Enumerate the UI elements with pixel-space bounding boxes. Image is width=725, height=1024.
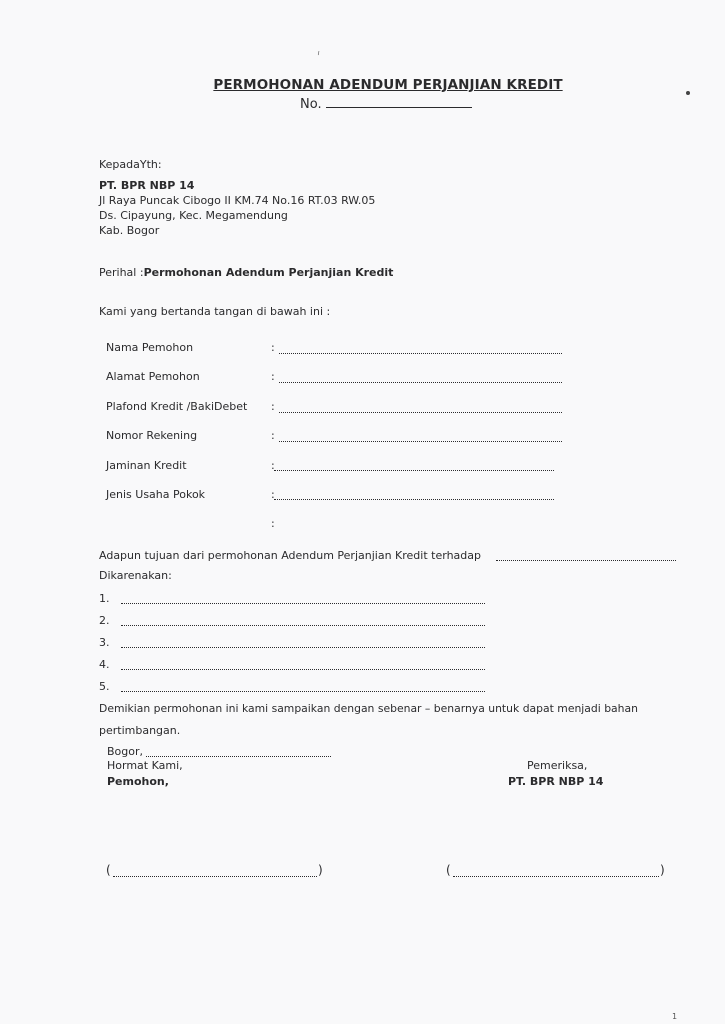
signature-examiner-company: PT. BPR NBP 14 xyxy=(508,775,604,788)
field-label-nomor-rekening: Nomor Rekening xyxy=(106,429,198,442)
reason-number-3: 3. xyxy=(99,636,110,649)
field-input-nama-pemohon[interactable] xyxy=(279,353,562,354)
recipient-address-3: Kab. Bogor xyxy=(99,224,160,237)
signature-date-input[interactable] xyxy=(146,756,331,757)
subject-text: Permohonan Adendum Perjanjian Kredit xyxy=(143,266,394,279)
examiner-signature-line[interactable] xyxy=(453,876,659,877)
number-label: No. xyxy=(300,97,322,112)
subject-label: Perihal : xyxy=(99,266,144,279)
purpose-text: Adapun tujuan dari permohonan Adendum Perjanjian Kredit terhadap xyxy=(99,549,481,562)
subject-line xyxy=(99,266,393,279)
intro-text: Kami yang bertanda tangan di bawah ini : xyxy=(99,305,331,318)
field-colon-extra: : xyxy=(271,517,275,530)
number-blank[interactable] xyxy=(326,95,472,108)
field-colon: : xyxy=(271,400,275,413)
field-input-plafond-kredit[interactable] xyxy=(279,412,562,413)
reason-input-4[interactable] xyxy=(121,669,485,670)
field-label-jenis-usaha: Jenis Usaha Pokok xyxy=(106,488,206,501)
reason-input-3[interactable] xyxy=(121,647,485,648)
field-label-jaminan-kredit: Jaminan Kredit xyxy=(106,459,187,472)
field-colon: : xyxy=(271,341,275,354)
reason-number-5: 5. xyxy=(99,680,110,693)
reason-number-4: 4. xyxy=(99,658,110,671)
reason-number-1: 1. xyxy=(99,592,110,605)
signature-open-paren-left: ( xyxy=(106,863,111,877)
reason-label: Dikarenakan: xyxy=(99,569,172,582)
greeting: KepadaYth: xyxy=(99,158,162,171)
field-label-alamat-pemohon: Alamat Pemohon xyxy=(106,370,200,383)
signature-open-paren-right: ( xyxy=(446,863,451,877)
signature-applicant: Pemohon, xyxy=(107,775,169,788)
field-colon: : xyxy=(271,429,275,442)
signature-regards: Hormat Kami, xyxy=(107,759,183,772)
field-input-jaminan-kredit[interactable] xyxy=(274,470,554,471)
field-label-plafond-kredit: Plafond Kredit /BakiDebet xyxy=(106,400,248,413)
signature-place: Bogor, xyxy=(107,745,144,758)
field-colon: : xyxy=(271,488,275,501)
purpose-input[interactable] xyxy=(496,560,676,561)
field-input-jenis-usaha[interactable] xyxy=(274,499,554,500)
recipient-company: PT. BPR NBP 14 xyxy=(99,179,195,192)
page-number: 1 xyxy=(672,1012,678,1021)
field-label-nama-pemohon: Nama Pemohon xyxy=(106,341,194,354)
recipient-address-2: Ds. Cipayung, Kec. Megamendung xyxy=(99,209,288,222)
document-title: PERMOHONAN ADENDUM PERJANJIAN KREDIT xyxy=(213,77,563,93)
closing-line-2: pertimbangan. xyxy=(99,724,181,737)
reason-input-2[interactable] xyxy=(121,625,485,626)
reason-number-2: 2. xyxy=(99,614,110,627)
signature-close-paren-left: ) xyxy=(318,863,323,877)
reason-input-1[interactable] xyxy=(121,603,485,604)
signature-close-paren-right: ) xyxy=(660,863,665,877)
closing-line-1: Demikian permohonan ini kami sampaikan dengan sebenar – benarnya untuk dapat menjadi bahan xyxy=(99,702,638,715)
document-number xyxy=(300,95,472,112)
reason-input-5[interactable] xyxy=(121,691,485,692)
field-input-alamat-pemohon[interactable] xyxy=(279,382,562,383)
field-input-nomor-rekening[interactable] xyxy=(279,441,562,442)
scan-mark: ᐟ xyxy=(315,49,325,62)
signature-examiner: Pemeriksa, xyxy=(527,759,588,772)
recipient-address-1: Jl Raya Puncak Cibogo II KM.74 No.16 RT.03 RW.05 xyxy=(99,194,376,207)
field-colon: : xyxy=(271,370,275,383)
field-colon: : xyxy=(271,459,275,472)
applicant-signature-line[interactable] xyxy=(113,876,317,877)
